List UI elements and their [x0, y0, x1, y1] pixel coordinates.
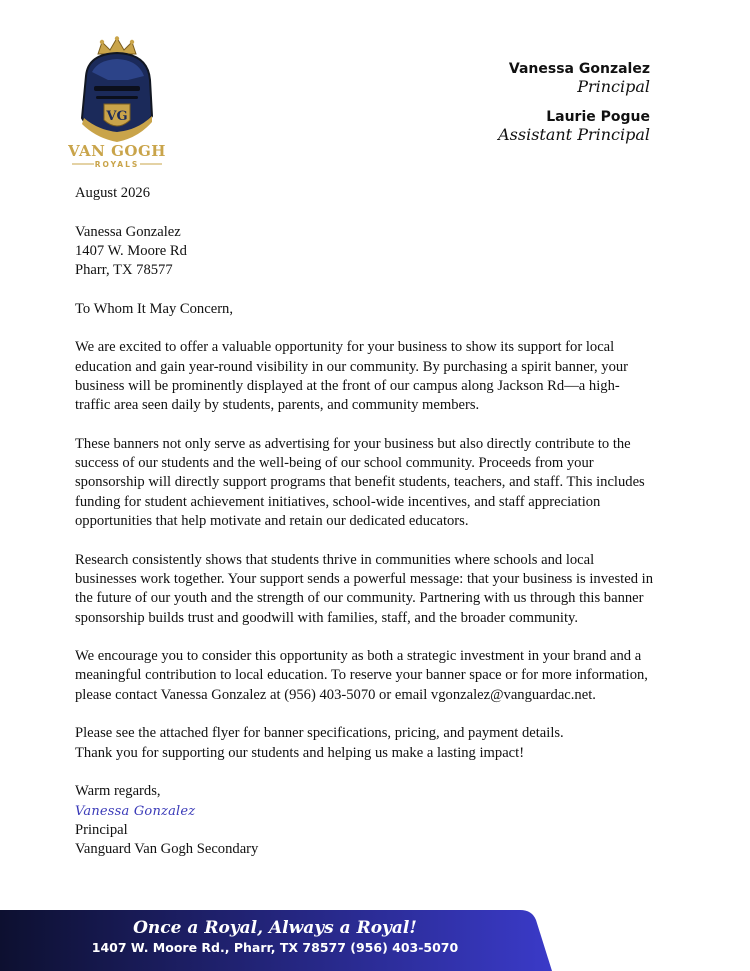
logo-subtitle: ROYALS [94, 160, 140, 169]
footer-motto: Once a Royal, Always a Royal! [133, 918, 417, 938]
signature: Vanessa Gonzalez [75, 803, 196, 819]
signature-block [75, 782, 655, 859]
staff-assistant-principal [390, 108, 650, 144]
closing-paragraph [75, 724, 655, 763]
letter-body [75, 184, 655, 859]
recipient-name: Vanessa Gonzalez [75, 223, 181, 240]
paragraph: Research consistently shows that students thrive in communities where schools and local businesses work together. Your support sends a powerful message: that your business is invested in the future of our youth and the strength of our community. Partnering with us through this banner sponsorship builds trust and goodwill with families, staff, and the broader community. [75, 551, 654, 626]
paragraph: We encourage you to consider this opportunity as both a strategic investment in your brand and a meaningful contribution to local education. To reserve your banner space or for more information, please contact Vanessa Gonzalez at (956) 403-5070 or email vgonzalez@vanguardac.net. [75, 648, 648, 703]
closing-line: Please see the attached flyer for banner specifications, pricing, and payment details. [75, 725, 564, 742]
school-logo [68, 36, 166, 170]
footer-text [0, 910, 550, 956]
knight-helmet-icon [68, 36, 166, 170]
recipient-address [75, 223, 655, 281]
recipient-city: Pharr, TX 78577 [75, 262, 173, 279]
footer-address: 1407 W. Moore Rd., Pharr, TX 78577 (956) 403-5070 [91, 940, 459, 955]
staff-name: Laurie Pogue [546, 109, 650, 125]
footer-banner [0, 910, 750, 971]
staff-role: Principal [577, 77, 650, 96]
letter-date: August 2026 [75, 185, 150, 201]
signoff: Warm regards, [75, 783, 161, 800]
signer-org: Vanguard Van Gogh Secondary [75, 840, 259, 857]
logo-monogram: VG [106, 109, 128, 124]
recipient-street: 1407 W. Moore Rd [75, 242, 187, 259]
staff-role: Assistant Principal [498, 125, 650, 144]
staff-name: Vanessa Gonzalez [508, 61, 650, 77]
staff-principal [390, 60, 650, 96]
salutation: To Whom It May Concern, [75, 300, 233, 317]
paragraph: These banners not only serve as advertising for your business but also directly contribute to the success of our students and the well-being of our school community. Proceeds from your sponsorship will directly support programs that benefit students, teachers, and staff. This includes funding for student achievement initiatives, school-wide incentives, and staff appreciation opportunities that help motivate and retain our dedicated educators. [75, 435, 645, 530]
logo-wordmark: VAN GOGH [68, 142, 166, 160]
signer-title: Principal [75, 821, 128, 838]
staff-header [390, 60, 650, 144]
paragraph: We are excited to offer a valuable opportunity for your business to show its support for local education and gain year-round visibility in our community. By purchasing a spirit banner, your business will be prominently displayed at the front of our campus along Jackson Rd—a high-traffic area seen daily by students, parents, and community members. [75, 339, 629, 414]
closing-line: Thank you for supporting our students and helping us make a lasting impact! [75, 744, 525, 761]
